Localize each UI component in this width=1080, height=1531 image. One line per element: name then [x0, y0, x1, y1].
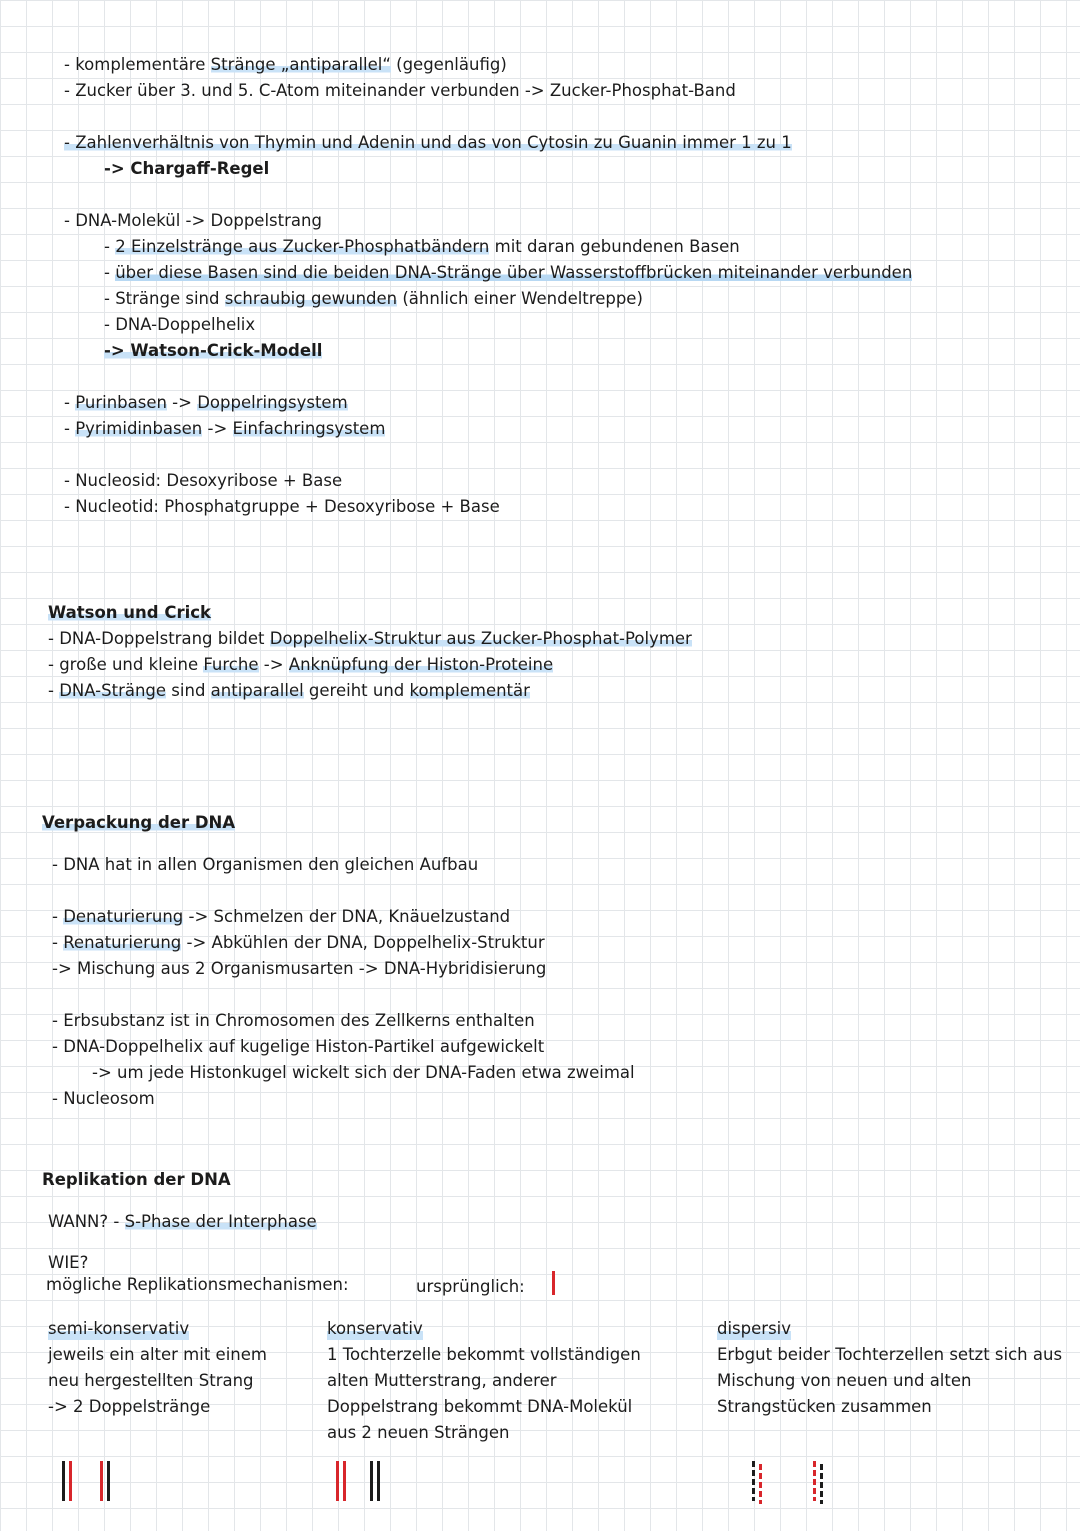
verpackung-histonkugel: -> um jede Histonkugel wickelt sich der DNA-Faden etwa zweimal	[92, 1063, 635, 1082]
note-zucker-phosphat: - Zucker über 3. und 5. C-Atom miteinander verbunden -> Zucker-Phosphat-Band	[64, 81, 736, 100]
column-konservativ	[327, 1316, 667, 1446]
verpackung-nucleosom: - Nucleosom	[52, 1089, 155, 1108]
dispersiv-line: Strangstücken zusammen	[717, 1397, 932, 1416]
old-strand	[370, 1461, 373, 1501]
mixed-strand	[813, 1461, 816, 1501]
replikation-wie: WIE?	[48, 1253, 89, 1272]
watson-line-3: - DNA-Stränge sind antiparallel gereiht und komplementär	[48, 681, 530, 700]
dispersiv-title: dispersiv	[717, 1316, 791, 1342]
old-strand	[62, 1461, 65, 1501]
verpackung-hybridisierung: -> Mischung aus 2 Organismusarten -> DNA-Hybridisierung	[52, 959, 547, 978]
verpackung-erbsubstanz: - Erbsubstanz ist in Chromosomen des Zellkerns enthalten	[52, 1011, 535, 1030]
old-strand	[377, 1461, 380, 1501]
new-strand	[343, 1461, 346, 1501]
note-chargaff: -> Chargaff-Regel	[104, 159, 270, 178]
note-nucleotid: - Nucleotid: Phosphatgruppe + Desoxyribose + Base	[64, 497, 500, 516]
note-nucleosid: - Nucleosid: Desoxyribose + Base	[64, 471, 343, 490]
konservativ-title: konservativ	[327, 1316, 423, 1342]
verpackung-line-1: - DNA hat in allen Organismen den gleichen Aufbau	[52, 855, 479, 874]
verpackung-histon: - DNA-Doppelhelix auf kugelige Histon-Partikel aufgewickelt	[52, 1037, 545, 1056]
note-pyrimidinbasen: - Pyrimidinbasen -> Einfachringsystem	[64, 419, 386, 438]
note-purinbasen: - Purinbasen -> Doppelringsystem	[64, 393, 348, 412]
note-antiparallel: - komplementäre Stränge „antiparallel“ (gegenläufig)	[64, 55, 507, 74]
replikation-urspruenglich: ursprünglich:	[416, 1277, 525, 1296]
dispersiv-line: Erbgut beider Tochterzellen setzt sich aus	[717, 1345, 1063, 1364]
original-strand-mark	[552, 1271, 555, 1295]
watson-line-1: - DNA-Doppelstrang bildet Doppelhelix-Struktur aus Zucker-Phosphat-Polymer	[48, 629, 692, 648]
note-dna-molekuel: - DNA-Molekül -> Doppelstrang	[64, 211, 322, 230]
heading-replikation: Replikation der DNA	[42, 1170, 231, 1189]
semi-line: jeweils ein alter mit einem	[48, 1345, 267, 1364]
heading-watson-crick: Watson und Crick	[48, 603, 211, 622]
note-doppelhelix: - DNA-Doppelhelix	[104, 315, 256, 334]
note-schraubig: - Stränge sind schraubig gewunden (ähnlich einer Wendeltreppe)	[104, 289, 643, 308]
konservativ-line: aus 2 neuen Strängen	[327, 1423, 510, 1442]
note-wasserstoffbruecken: - über diese Basen sind die beiden DNA-Stränge über Wasserstoffbrücken miteinander verbunden	[104, 263, 913, 282]
verpackung-denaturierung: - Denaturierung -> Schmelzen der DNA, Knäuelzustand	[52, 907, 511, 926]
old-strand	[107, 1461, 110, 1501]
heading-verpackung: Verpackung der DNA	[42, 813, 236, 832]
mixed-strand	[759, 1464, 762, 1504]
note-zahlenverhaeltnis: - Zahlenverhältnis von Thymin und Adenin und das von Cytosin zu Guanin immer 1 zu 1	[64, 133, 792, 152]
replikation-moegliche: mögliche Replikationsmechanismen:	[46, 1275, 349, 1294]
dispersiv-line: Mischung von neuen und alten	[717, 1371, 972, 1390]
new-strand	[100, 1461, 103, 1501]
semi-title: semi-konservativ	[48, 1316, 189, 1342]
note-watson-crick-modell: -> Watson-Crick-Modell	[104, 341, 323, 360]
note-einzelstraenge: - 2 Einzelstränge aus Zucker-Phosphatbändern mit daran gebundenen Basen	[104, 237, 740, 256]
column-dispersiv	[717, 1316, 1077, 1420]
semi-line: -> 2 Doppelstränge	[48, 1397, 211, 1416]
semi-line: neu hergestellten Strang	[48, 1371, 254, 1390]
replikation-wann: WANN? - S-Phase der Interphase	[48, 1212, 317, 1231]
konservativ-line: Doppelstrang bekommt DNA-Molekül	[327, 1397, 633, 1416]
column-semi-konservativ	[48, 1316, 318, 1420]
mixed-strand	[820, 1464, 823, 1504]
mixed-strand	[752, 1461, 755, 1501]
konservativ-line: 1 Tochterzelle bekommt vollständigen	[327, 1345, 641, 1364]
konservativ-line: alten Mutterstrang, anderer	[327, 1371, 557, 1390]
verpackung-renaturierung: - Renaturierung -> Abkühlen der DNA, Doppelhelix-Struktur	[52, 933, 545, 952]
new-strand	[69, 1461, 72, 1501]
new-strand	[336, 1461, 339, 1501]
watson-line-2: - große und kleine Furche -> Anknüpfung der Histon-Proteine	[48, 655, 554, 674]
